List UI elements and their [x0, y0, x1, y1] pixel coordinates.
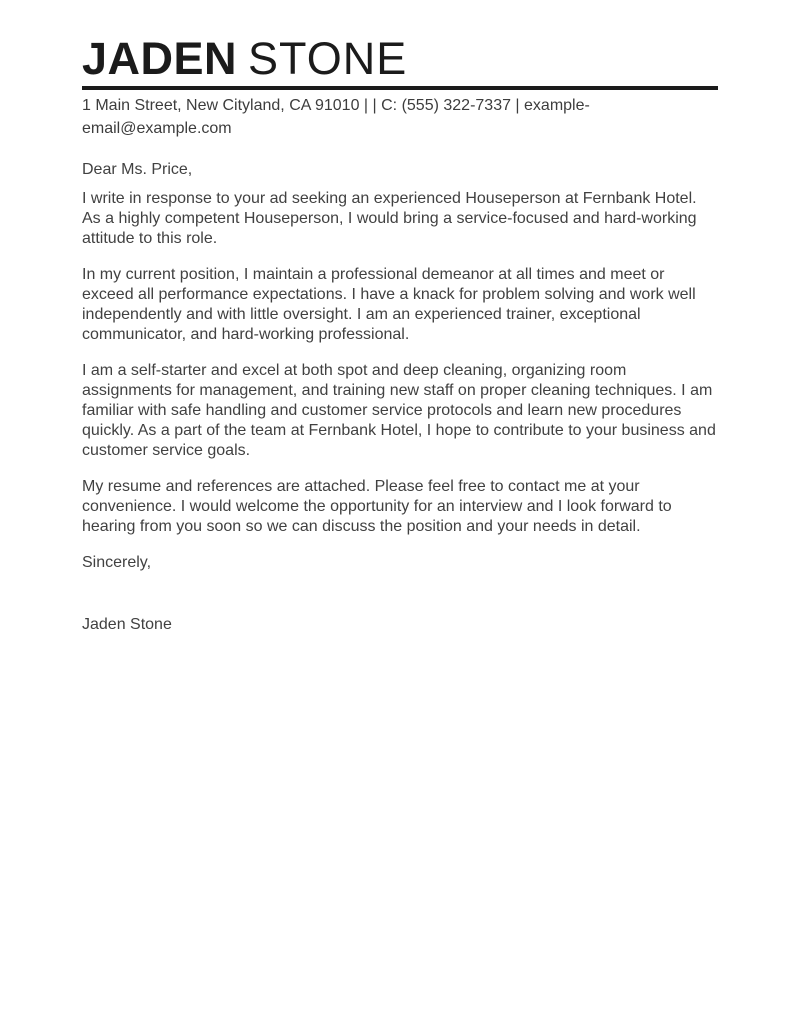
closing: Sincerely, — [82, 554, 152, 571]
header-divider — [82, 86, 718, 90]
salutation: Dear Ms. Price, — [82, 161, 193, 178]
first-name: JADEN — [82, 33, 238, 84]
signature: Jaden Stone — [82, 616, 172, 633]
contact-line-2: email@example.com — [82, 120, 232, 137]
letter-body — [82, 160, 718, 635]
letterhead — [82, 33, 718, 140]
contact-line-1: 1 Main Street, New Cityland, CA 91010 | | C: (555) 322-7337 | example- — [82, 97, 590, 114]
contact-info — [82, 94, 718, 140]
paragraph-2: In my current position, I maintain a professional demeanor at all times and meet or exceed all performance expectations. I have a knack for problem solving and work well independently and with little oversight. I am an experienced trainer, exceptional communicator, and hard-working professional. — [82, 266, 696, 343]
paragraph-3: I am a self-starter and excel at both spot and deep cleaning, organizing room assignments for management, and training new staff on proper cleaning techniques. I am familiar with safe handling and customer service protocols and learn new procedures quickly. As a part of the team at Fernbank Hotel, I hope to contribute to your business and customer service goals. — [82, 362, 716, 459]
page-title — [82, 33, 718, 84]
last-name: STONE — [248, 33, 408, 84]
paragraph-4: My resume and references are attached. Please feel free to contact me at your convenience. I would welcome the opportunity for an interview and I look forward to hearing from you soon so we can discuss the position and your needs in detail. — [82, 478, 672, 535]
paragraph-1: I write in response to your ad seeking an experienced Houseperson at Fernbank Hotel. As a highly competent Houseperson, I would bring a service-focused and hard-working attitude to this role. — [82, 190, 697, 247]
